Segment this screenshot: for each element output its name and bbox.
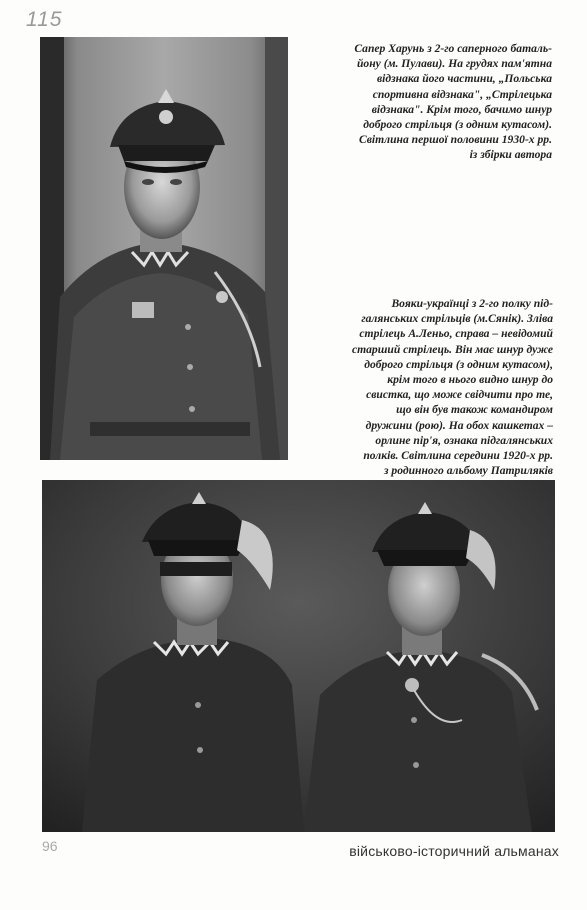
caption-sapper [292,41,552,163]
caption-line: з родинного альбому Патриляків [383,464,553,478]
handwritten-page-number: 115 [26,8,63,31]
page-folio-number: 96 [42,838,58,854]
caption-line: стрілець А.Леньо, справа – невідомий [359,327,553,341]
caption-line: крім того в нього видно шнур до [387,373,553,387]
sapper-portrait-image [40,37,288,460]
caption-line: доброго стрільця (з одним кутасом). [363,118,552,132]
two-riflemen-image [42,480,555,832]
caption-line: орлине пір'я, ознака підгалянських [375,433,553,447]
running-title: військово-історичний альманах [349,843,559,859]
caption-line: старший стрілець. Він має шнур дуже [351,342,553,356]
caption-podhale-riflemen [288,296,553,478]
photo-two-riflemen [42,480,555,832]
caption-line: галянських стрільців (м.Сянік). Зліва [361,312,553,326]
caption-line: Вояки-українці з 2-го полку під- [391,297,553,310]
caption-line: спортивна відзнака", „Стрілецька [372,87,552,101]
caption-line: Сапер Харунь з 2-го саперного баталь- [354,42,552,55]
caption-line: доброго стрільця (з одним кутасом), [364,357,553,371]
caption-line: Світлина першої половини 1930-х рр. [359,133,552,147]
caption-line: відзнака". Крім того, бачимо шнур [371,102,552,116]
caption-line: із збірки автора [469,148,552,162]
caption-line: свистка, що може свідчити про те, [366,388,553,402]
caption-line: дружини (рою). На обох кашкетах – [365,418,553,432]
caption-line: відзнака його частини, „Польська [377,72,552,86]
caption-line: полків. Світлина середини 1920-х рр. [363,449,553,463]
photo-sapper-portrait [40,37,288,460]
caption-line: що він був також командиром [396,403,553,417]
caption-line: йону (м. Пулави). На грудях пам'ятна [356,57,552,71]
